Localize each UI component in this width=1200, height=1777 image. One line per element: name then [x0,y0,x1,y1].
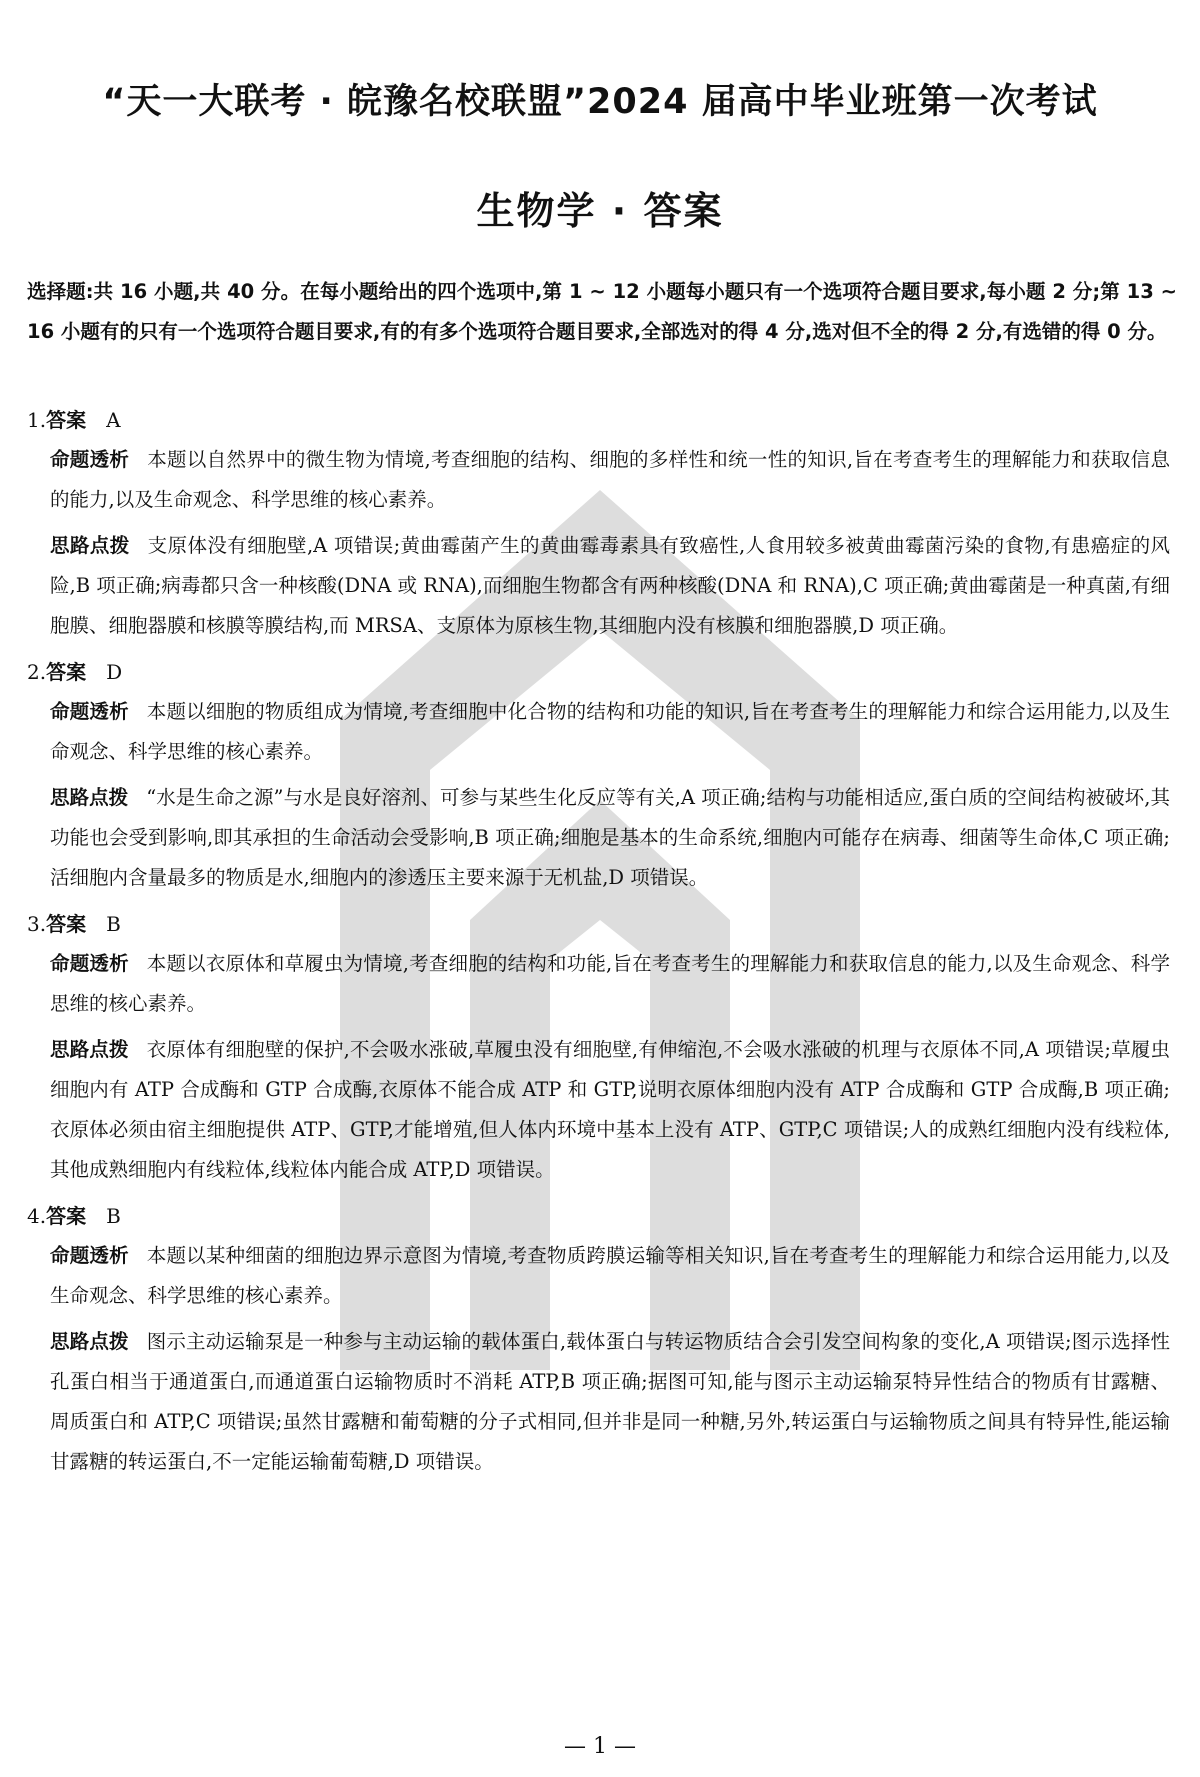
question-answer-line [27,400,1200,440]
analysis-label: 命题透析 [50,952,129,975]
question-answer-line [27,652,1200,692]
instructions-paragraph: 选择题:共 16 小题,共 40 分。在每小题给出的四个选项中,第 1 ~ 12 小题每小题只有一个选项符合题目要求,每小题 2 分;第 13 ~ 16 小题有的只有一个选项符合题目要求,有的有多个选项符合题目要求,全部选对的得 4 分,选对但不全的得 2 分,有选错的得 0 分。 [27,280,1177,343]
page-number: — 1 — [564,1734,636,1759]
question-block [0,400,1200,646]
hint-paragraph [50,778,1170,898]
hint-paragraph [50,526,1170,646]
analysis-text: 本题以自然界中的微生物为情境,考查细胞的结构、细胞的多样性和统一性的知识,旨在考查考生的理解能力和获取信息的能力,以及生命观念、科学思维的核心素养。 [50,448,1170,511]
question-block [0,652,1200,898]
page-subtitle: 生物学 · 答案 [476,189,724,233]
analysis-paragraph [50,1236,1170,1316]
question-block [0,904,1200,1190]
analysis-label: 命题透析 [50,1244,129,1267]
hint-paragraph [50,1030,1170,1190]
hint-paragraph [50,1322,1170,1482]
answer-value: B [106,1204,121,1228]
analysis-paragraph [50,440,1170,520]
analysis-paragraph [50,944,1170,1024]
answer-label: 答案 [46,1204,87,1228]
question-answer-line [27,904,1200,944]
analysis-paragraph [50,692,1170,772]
hint-text: 衣原体有细胞壁的保护,不会吸水涨破,草履虫没有细胞壁,有伸缩泡,不会吸水涨破的机理与衣原体不同,A 项错误;草履虫细胞内有 ATP 合成酶和 GTP 合成酶,衣原体不能合成 ATP 和 GTP,说明衣原体细胞内没有 ATP 合成酶和 GTP 合成酶,B 项正确;衣原体必须由宿主细胞提供 ATP、GTP,才能增殖,但人体内环境中基本上没有 ATP、GTP,C 项错误;人的成熟红细胞内没有线粒体,其他成熟细胞内有线粒体,线粒体内能合成 ATP,D 项错误。 [50,1038,1170,1181]
answer-value: A [106,408,121,432]
hint-text: 图示主动运输泵是一种参与主动运输的载体蛋白,载体蛋白与转运物质结合会引发空间构象的变化,A 项错误;图示选择性孔蛋白相当于通道蛋白,而通道蛋白运输物质时不消耗 ATP,B 项正确;据图可知,能与图示主动运输泵特异性结合的物质有甘露糖、周质蛋白和 ATP,C 项错误;虽然甘露糖和葡萄糖的分子式相同,但并非是同一种糖,另外,转运蛋白与运输物质之间具有特异性,能运输甘露糖的转运蛋白,不一定能运输葡萄糖,D 项错误。 [50,1330,1170,1473]
hint-text: 支原体没有细胞壁,A 项错误;黄曲霉菌产生的黄曲霉毒素具有致癌性,人食用较多被黄曲霉菌污染的食物,有患癌症的风险,B 项正确;病毒都只含一种核酸(DNA 或 RNA),而细胞生物都含有两种核酸(DNA 和 RNA),C 项正确;黄曲霉菌是一种真菌,有细胞膜、细胞器膜和核膜等膜结构,而 MRSA、支原体为原核生物,其细胞内没有核膜和细胞器膜,D 项正确。 [50,534,1170,637]
analysis-text: 本题以衣原体和草履虫为情境,考查细胞的结构和功能,旨在考查考生的理解能力和获取信息的能力,以及生命观念、科学思维的核心素养。 [50,952,1170,1015]
answer-label: 答案 [46,660,87,684]
page-title: “天一大联考 · 皖豫名校联盟”2024 届高中毕业班第一次考试 [102,82,1098,122]
question-number: 2. [27,660,47,684]
analysis-label: 命题透析 [50,448,130,471]
question-answer-line [27,1196,1200,1236]
question-number: 3. [27,912,47,936]
answer-label: 答案 [46,408,87,432]
analysis-text: 本题以某种细菌的细胞边界示意图为情境,考查物质跨膜运输等相关知识,旨在考查考生的理解能力和综合运用能力,以及生命观念、科学思维的核心素养。 [50,1244,1170,1307]
hint-label: 思路点拨 [50,534,130,557]
analysis-text: 本题以细胞的物质组成为情境,考查细胞中化合物的结构和功能的知识,旨在考查考生的理解能力和综合运用能力,以及生命观念、科学思维的核心素养。 [50,700,1170,763]
hint-label: 思路点拨 [50,1038,129,1061]
hint-label: 思路点拨 [50,786,129,809]
question-block [0,1196,1200,1482]
question-number: 4. [27,1204,47,1228]
analysis-label: 命题透析 [50,700,129,723]
question-list [0,400,1200,1488]
hint-text: “水是生命之源”与水是良好溶剂、可参与某些生化反应等有关,A 项正确;结构与功能相适应,蛋白质的空间结构被破坏,其功能也会受到影响,即其承担的生命活动会受影响,B 项正确;细胞是基本的生命系统,细胞内可能存在病毒、细菌等生命体,C 项正确;活细胞内含量最多的物质是水,细胞内的渗透压主要来源于无机盐,D 项错误。 [50,786,1170,889]
answer-value: B [106,912,121,936]
answer-value: D [106,660,123,684]
hint-label: 思路点拨 [50,1330,129,1353]
answer-label: 答案 [46,912,87,936]
question-number: 1. [27,408,47,432]
